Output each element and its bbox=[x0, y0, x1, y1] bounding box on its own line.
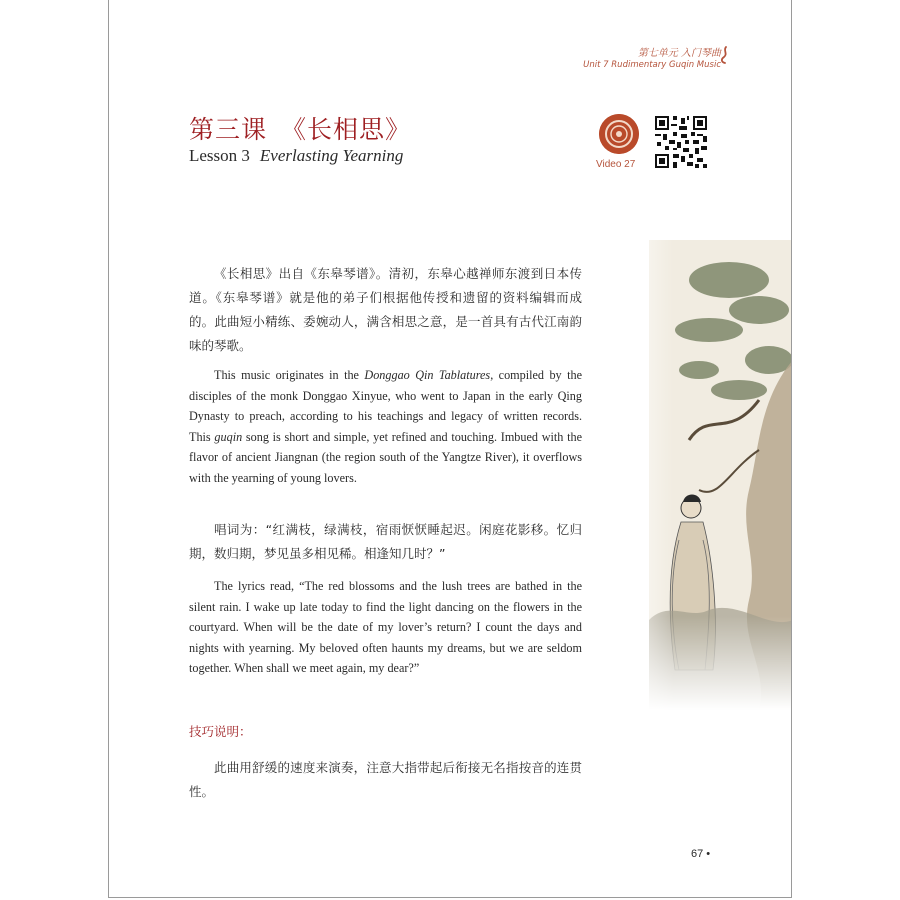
lyrics-paragraph-en: The lyrics read, “The red blossoms and the lush trees are bathed in the silent rain. I wake up late today to find the light dancing on the flowers in the courtyard. When will be the date of my lover’s return? I count the days and nights with yearning. My beloved often haunts my dreams, but we are seldom together. When shall we meet again, my dear?” bbox=[189, 579, 582, 675]
intro-paragraph-en: This music originates in the Donggao Qin Tablatures, compiled by the disciples of the monk Donggao Xinyue, who went to Japan in the early Qing Dynasty to preach, according to his teachings and legacy of written records. This guqin song is short and simple, yet refined and touching. Imbued with the flavor of ancient Jiangnan (the region south of the Yangtze River), it overflows with the yearning of young lovers. bbox=[189, 368, 583, 485]
ink-painting-image bbox=[609, 240, 792, 710]
guqin-ornament-icon bbox=[719, 46, 729, 64]
guqin-term: guqin bbox=[214, 429, 243, 444]
page-title-zh bbox=[189, 110, 411, 146]
song-name-en: Everlasting Yearning bbox=[259, 146, 404, 165]
unit-title-zh: 第七单元 入门琴曲 bbox=[637, 48, 721, 59]
video-label: Video 27 bbox=[596, 159, 636, 170]
technique-heading: 技巧说明： bbox=[189, 724, 252, 739]
book-page bbox=[108, 0, 792, 898]
lesson-number-en: Lesson 3 bbox=[189, 146, 250, 165]
lesson-number-zh: 第三课 bbox=[189, 115, 268, 144]
disc-icon[interactable] bbox=[599, 114, 639, 154]
song-name-zh: 《长相思》 bbox=[281, 115, 412, 144]
intro-paragraph-zh: 《长相思》出自《东皋琴谱》。清初，东皋心越禅师东渡到日本传道。《东皋琴谱》就是他的弟子们根据他传授和遗留的资料编辑而成的。此曲短小精练、委婉动人，满含相思之意，是一首具有古代江南韵味的琴歌。 bbox=[189, 266, 582, 353]
technique-paragraph-zh: 此曲用舒缓的速度来演奏，注意大指带起后衔接无名指按音的连贯性。 bbox=[189, 760, 582, 799]
lyrics-paragraph-zh: 唱词为：“红满枝，绿满枝，宿雨恹恹睡起迟。闲庭花影移。忆归期，数归期，梦见虽多相见稀。相逢知几时？” bbox=[189, 522, 582, 561]
qr-code-icon[interactable] bbox=[655, 116, 707, 168]
page-title-en bbox=[189, 146, 403, 166]
page-number: 67 • bbox=[691, 848, 711, 860]
book-title-en: Donggao Qin Tablatures bbox=[364, 368, 491, 382]
running-head bbox=[583, 48, 721, 71]
unit-title-en: Unit 7 Rudimentary Guqin Music bbox=[583, 60, 721, 70]
